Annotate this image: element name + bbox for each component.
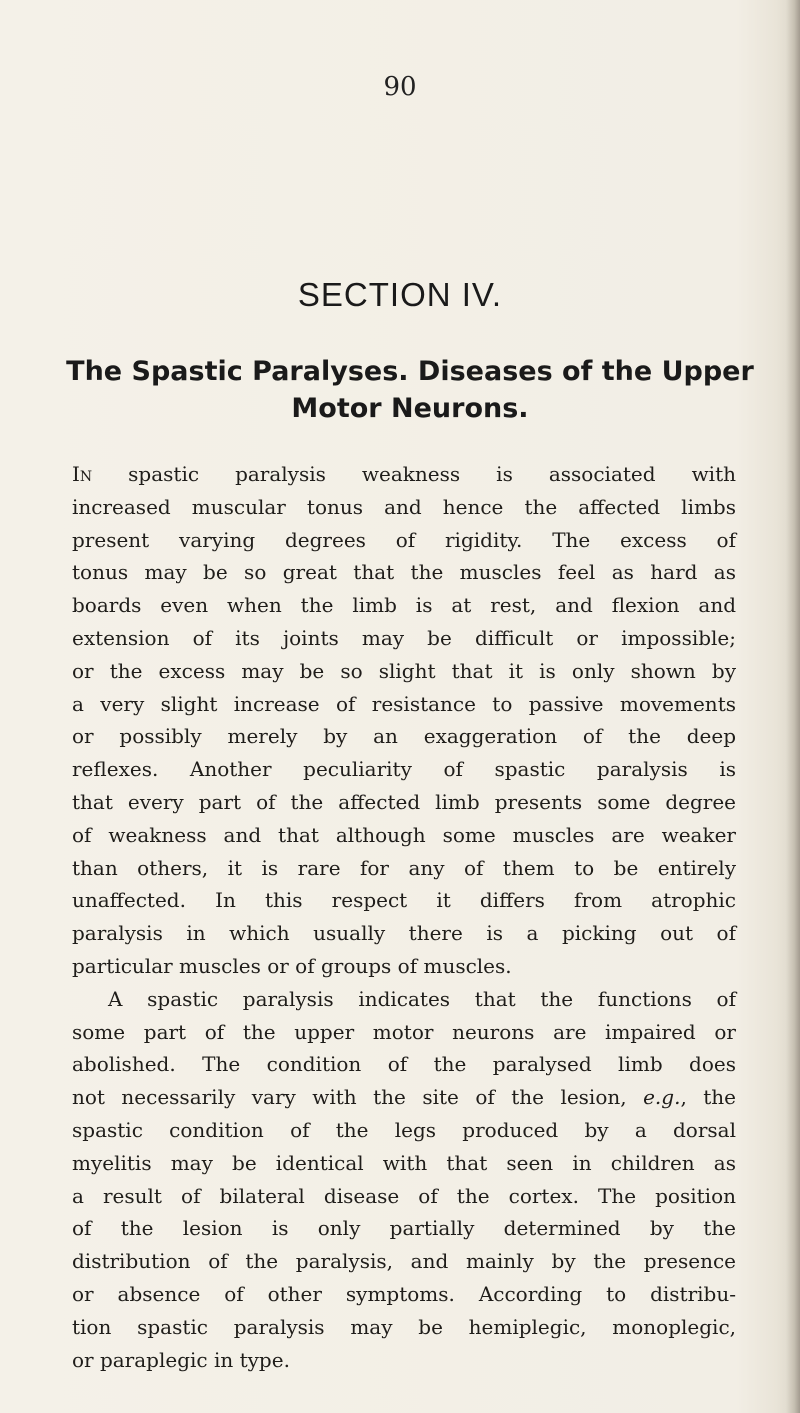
paragraph-2-line-2: some part of the upper motor neurons are impaired or (72, 1019, 736, 1044)
paragraph-1-line-12: of weakness and that although some muscles are weaker (72, 822, 736, 847)
paragraph-1-line-9: or possibly merely by an exaggeration of the deep (72, 724, 736, 749)
paragraph-1-line-13: than others, it is rare for any of them to be entirely (72, 855, 736, 880)
paragraph-1-line-5: boards even when the limb is at rest, and flexion and (72, 593, 736, 618)
paragraph-1-line-16: particular muscles or of groups of muscles. (72, 953, 512, 978)
paragraph-2-line-11: tion spastic paralysis may be hemiplegic, monoplegic, (72, 1314, 736, 1339)
paragraph-1-line-15: paralysis in which usually there is a picking out of (72, 921, 736, 946)
page-number: 90 (383, 72, 417, 102)
paragraph-1-line-7: or the excess may be so slight that it is only shown by (72, 658, 736, 683)
paragraph-2-line-8: of the lesion is only partially determined by the (72, 1216, 736, 1241)
paragraph-2-line-9: distribution of the paralysis, and mainly by the presence (72, 1249, 736, 1274)
paragraph-1-line-10: reflexes. Another peculiarity of spastic paralysis is (72, 757, 736, 782)
paragraph-1-line-1: In spastic paralysis weakness is associated with (72, 462, 736, 486)
paragraph-2-line-4: not necessarily vary with the site of the lesion, e.g., the (72, 1085, 737, 1110)
paragraph-1-line-2: increased muscular tonus and hence the affected limbs (72, 494, 736, 519)
page-edge-shadow (786, 0, 800, 1413)
chapter-title-line-2: Motor Neurons. (291, 393, 529, 424)
paragraph-1-line-14: unaffected. In this respect it differs from atrophic (72, 888, 736, 913)
section-heading: SECTION IV. (297, 276, 503, 313)
paragraph-2-line-12: or paraplegic in type. (72, 1347, 290, 1372)
paragraph-1-line-4: tonus may be so great that the muscles feel as hard as (72, 560, 736, 585)
paragraph-1-line-11: that every part of the affected limb presents some degree (72, 789, 736, 814)
chapter-title-line-1: The Spastic Paralyses. Diseases of the Upper (66, 356, 754, 387)
paragraph-1-line-8: a very slight increase of resistance to passive movements (72, 691, 736, 716)
paragraph-1-line-6: extension of its joints may be difficult or impossible; (72, 625, 736, 650)
paragraph-2-line-7: a result of bilateral disease of the cortex. The position (72, 1183, 736, 1208)
paragraph-2-line-3: abolished. The condition of the paralysed limb does (72, 1052, 736, 1077)
paragraph-2-line-6: myelitis may be identical with that seen in children as (72, 1150, 736, 1175)
paragraph-2-line-5: spastic condition of the legs produced by a dorsal (72, 1117, 736, 1142)
chapter-title (60, 353, 760, 427)
paragraph-2-line-10: or absence of other symptoms. According to distribu- (72, 1281, 736, 1306)
paragraph-1-line-3: present varying degrees of rigidity. The excess of (72, 527, 736, 552)
body-text (72, 458, 736, 1376)
paragraph-2-line-1: A spastic paralysis indicates that the functions of (108, 986, 736, 1011)
